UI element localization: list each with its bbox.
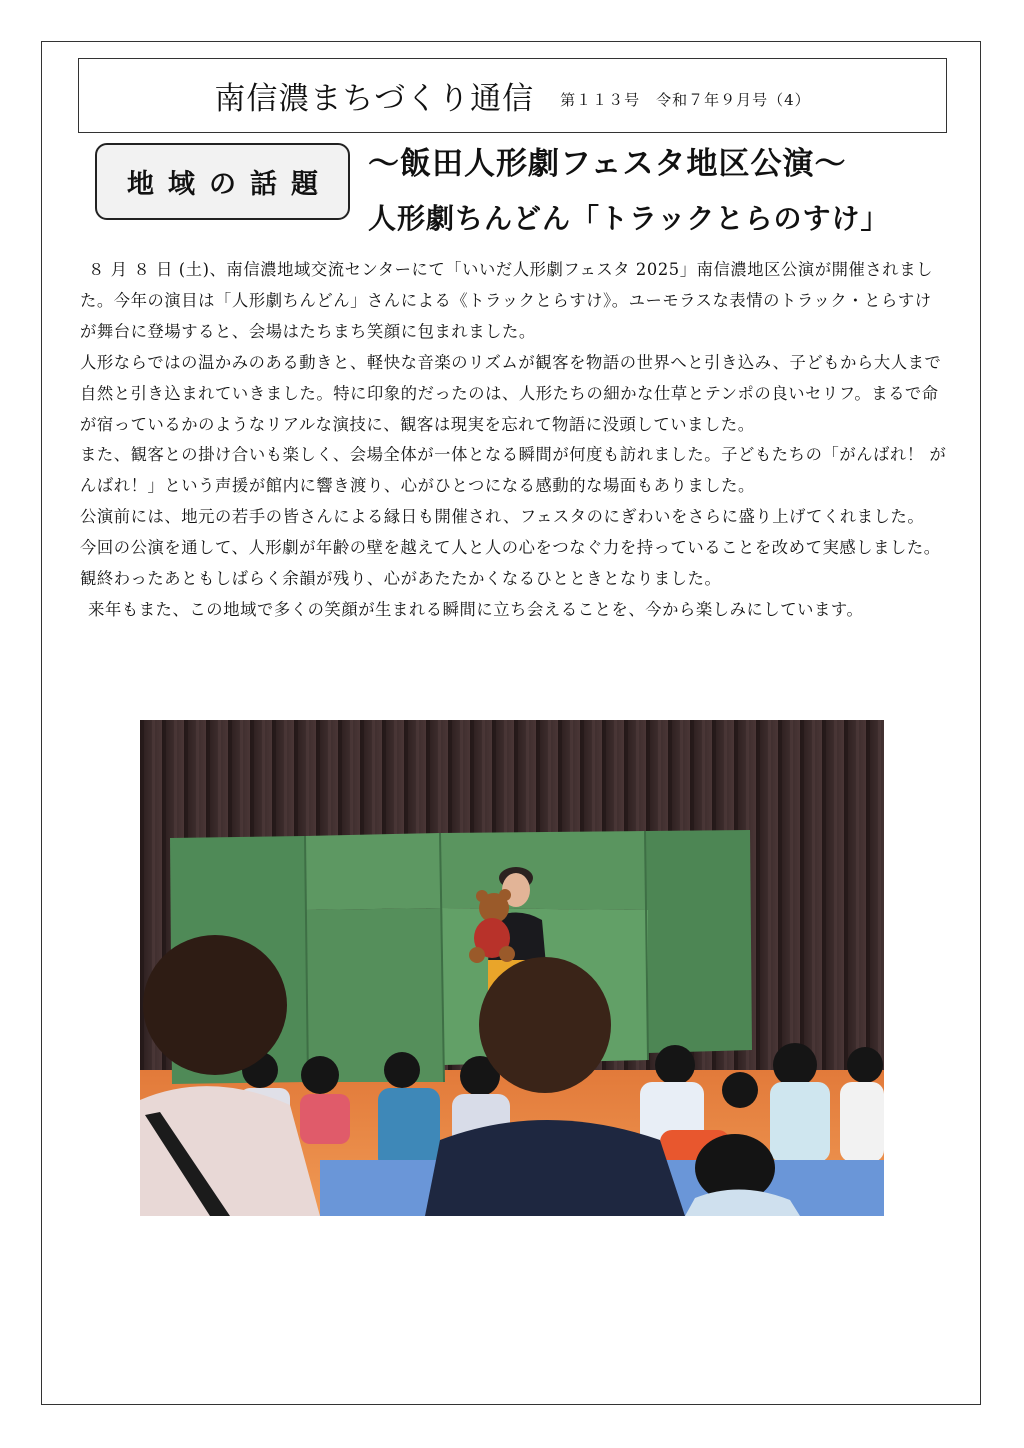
article-body: [80, 255, 948, 626]
newsletter-title: 南信濃まちづくり通信: [214, 81, 535, 117]
article-headline: ～飯田人形劇フェスタ地区公演～: [368, 146, 847, 182]
paragraph-5: 今回の公演を通して、人形劇が年齢の壁を越えて人と人の心をつなぐ力を持っていることを改めて実感しました。観終わったあともしばらく余韻が残り、心があたたかくなるひとときとなりました。: [80, 538, 941, 589]
article-subheadline: 人形劇ちんどん「トラックとらのすけ」: [368, 202, 890, 235]
masthead: [78, 58, 947, 133]
paragraph-1: ８ 月 ８ 日 (土)、南信濃地域交流センターにて「いいだ人形劇フェスタ 2025」南信濃地区公演が開催されました。今年の演目は「人形劇ちんどん」さんによる《トラックとらすけ》。ユーモラスな表情のトラック・とらすけが舞台に登場すると、会場はたちまち笑顔に包まれました。: [80, 260, 933, 341]
paragraph-4: 公演前には、地元の若手の皆さんによる縁日も開催され、フェスタのにぎわいをさらに盛り上げてくれました。: [80, 507, 925, 527]
topic-badge: [95, 143, 350, 220]
topic-badge-label: 地域の話題: [127, 169, 332, 200]
issue-number: 第１１３号 令和７年９月号（4）: [560, 91, 811, 109]
paragraph-2: 人形ならではの温かみのある動きと、軽快な音楽のリズムが観客を物語の世界へと引き込み、子どもから大人まで自然と引き込まれていきました。特に印象的だったのは、人形たちの細かな仕草とテンポの良いセリフ。まるで命が宿っているかのようなリアルな演技に、観客は現実を忘れて物語に没頭していました。: [80, 352, 942, 434]
performance-photo: [140, 720, 884, 1216]
paragraph-6: 来年もまた、この地域で多くの笑顔が生まれる瞬間に立ち会えることを、今から楽しみにしています。: [88, 599, 864, 619]
paragraph-3: また、観客との掛け合いも楽しく、会場全体が一体となる瞬間が何度も訪れました。子どもたちの「がんばれ！ がんばれ！」という声援が館内に響き渡り、心がひとつになる感動的な場面もありました。: [80, 445, 947, 496]
